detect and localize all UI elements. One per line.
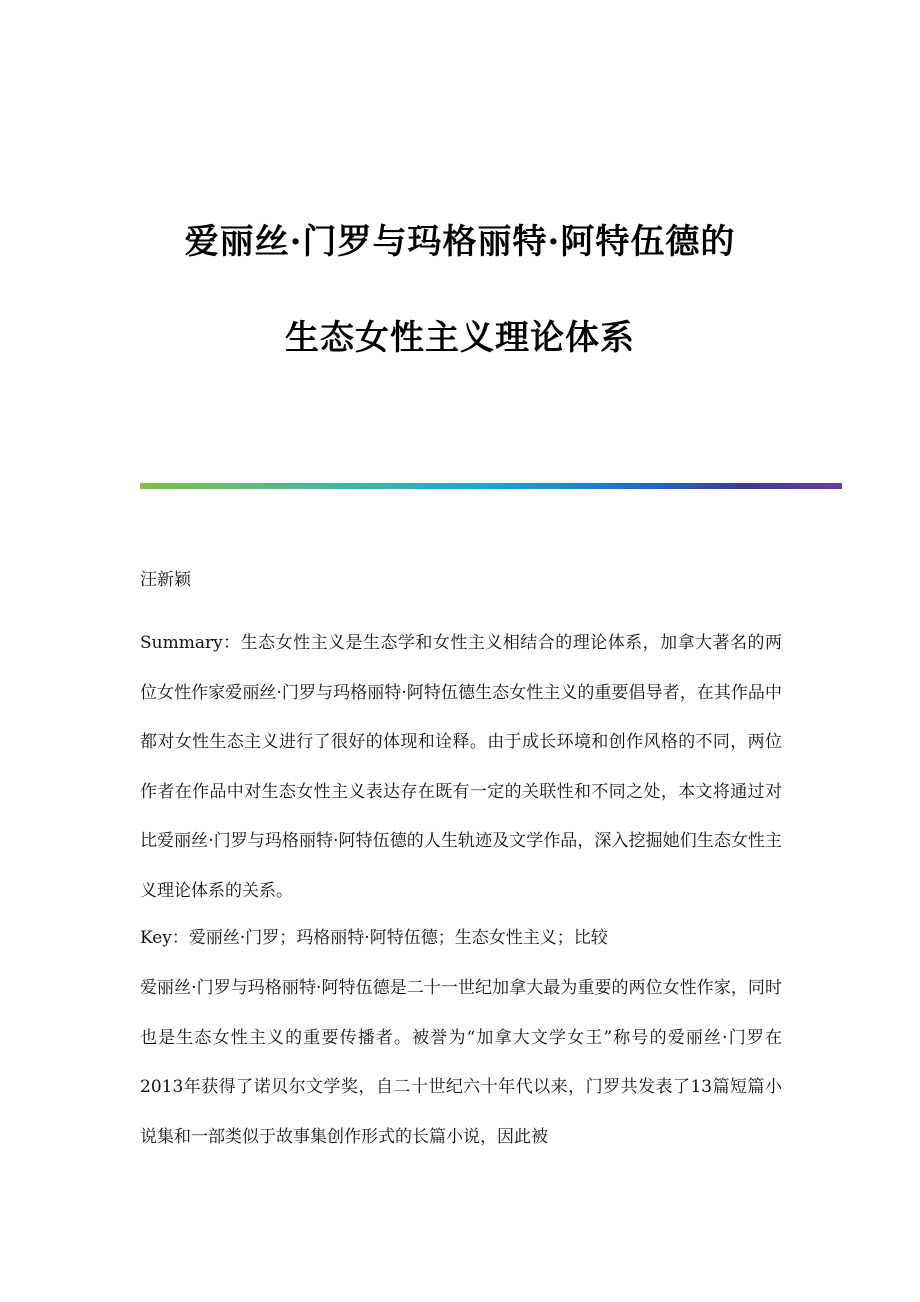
gradient-divider — [140, 483, 842, 489]
keywords-line: Key：爱丽丝·门罗；玛格丽特·阿特伍德；生态女性主义；比较 — [140, 928, 608, 948]
body-paragraph: 爱丽丝·门罗与玛格丽特·阿特伍德是二十一世纪加拿大最为重要的两位女性作家，同时也是生态女性主义的重要传播者。被誉为“加拿大文学女王”称号的爱丽丝·门罗在2013年获得了诺贝尔文学奖，自二十世纪六十年代以来，门罗共发表了13篇短篇小说集和一部类似于故事集创作形式的长篇小说，因此被 — [140, 978, 782, 1147]
document-title-line-2: 生态女性主义理论体系 — [285, 318, 635, 358]
author-name: 汪新颖 — [140, 570, 191, 590]
document-title-line-1: 爱丽丝·门罗与玛格丽特·阿特伍德的 — [184, 222, 736, 262]
summary-paragraph: Summary：生态女性主义是生态学和女性主义相结合的理论体系，加拿大著名的两位女性作家爱丽丝·门罗与玛格丽特·阿特伍德生态女性主义的重要倡导者，在其作品中都对女性生态主义进行了很好的体现和诠释。由于成长环境和创作风格的不同，两位作者在作品中对生态女性主义表达存在既有一定的关联性和不同之处，本文将通过对比爱丽丝·门罗与玛格丽特·阿特伍德的人生轨迹及文学作品，深入挖掘她们生态女性主义理论体系的关系。 — [140, 633, 782, 901]
